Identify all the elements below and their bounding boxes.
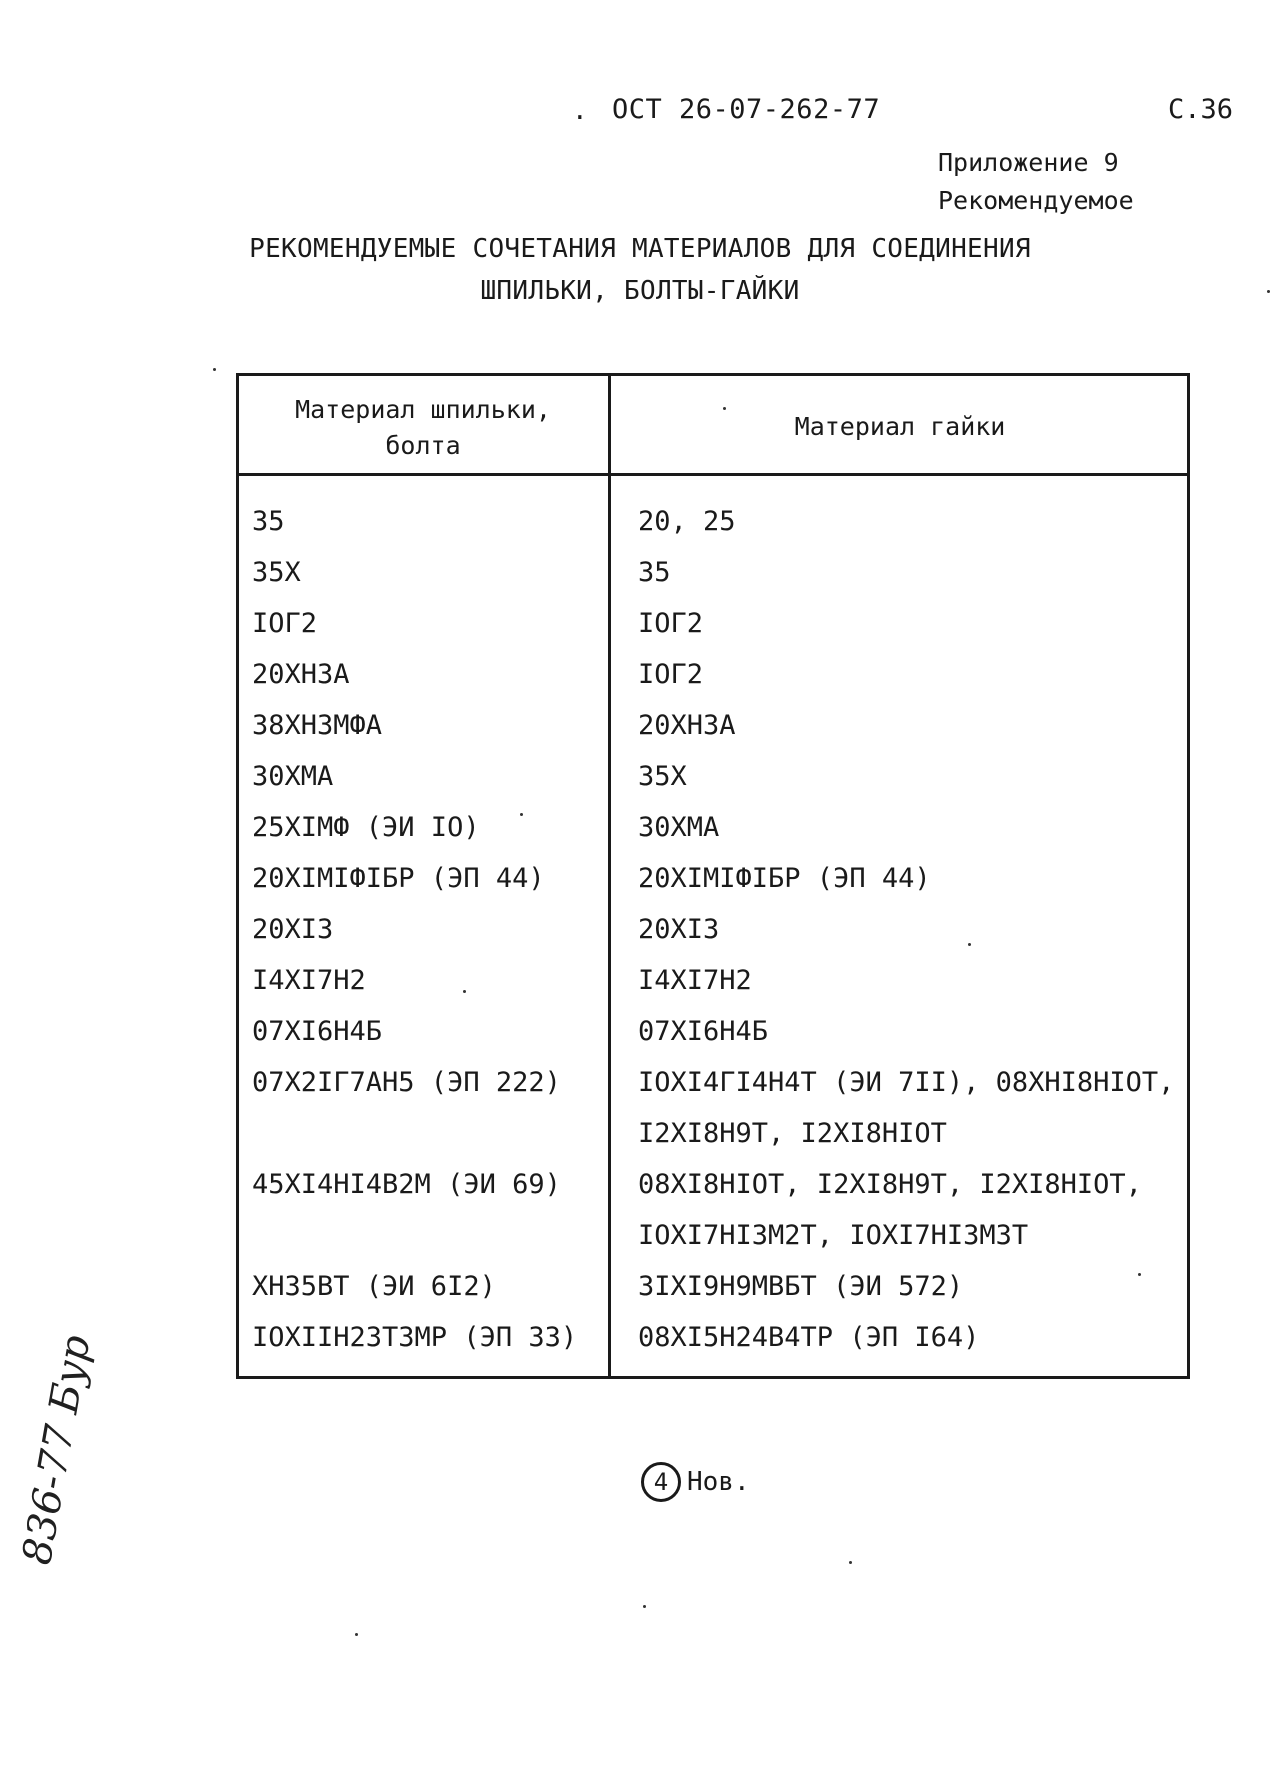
table-row (236, 1061, 1190, 1112)
bolt-material-cell: 35X (252, 557, 301, 588)
column-header-bolt-line-1: Материал шпильки, (295, 395, 551, 424)
scan-speck (849, 1561, 852, 1564)
nut-material-cell: 20ХIМIФIБР (ЭП 44) (638, 863, 931, 894)
bolt-material-cell: 30ХМА (252, 761, 334, 792)
column-header-bolt (240, 392, 606, 464)
table-row (236, 1214, 1190, 1265)
scan-speck (1267, 290, 1270, 293)
title-line-2: ШПИЛЬКИ, БОЛТЫ-ГАЙКИ (480, 276, 800, 306)
column-header-bolt-line-2: болта (385, 431, 461, 460)
header-dot: . (572, 96, 588, 126)
appendix-label: Приложение 9 (938, 148, 1119, 177)
table-row (236, 551, 1190, 602)
bolt-material-cell: IОХIIН23Т3МР (ЭП 33) (252, 1322, 578, 1353)
handwritten-signature-note: 836-77 Бур (14, 1331, 100, 1568)
bolt-material-cell: 07ХI6Н4Б (252, 1016, 383, 1047)
table-row (236, 908, 1190, 959)
bolt-material-cell: IОГ2 (252, 608, 318, 639)
scan-speck (1138, 1273, 1141, 1276)
table-header-divider (236, 473, 1190, 476)
bolt-material-cell: ХН35ВТ (ЭИ 6I2) (252, 1271, 496, 1302)
nut-material-cell: IОГ2 (638, 659, 704, 690)
nut-material-cell: 3IХI9Н9МВБТ (ЭИ 572) (638, 1271, 964, 1302)
table-row (236, 959, 1190, 1010)
table-row (236, 1316, 1190, 1367)
bolt-material-cell: 25ХIМФ (ЭИ IО) (252, 812, 480, 843)
bolt-material-cell: 20ХН3А (252, 659, 350, 690)
table-row (236, 857, 1190, 908)
table-row (236, 1163, 1190, 1214)
nut-material-cell: IОГ2 (638, 608, 704, 639)
column-header-nut: Материал гайки (794, 412, 1006, 441)
nut-material-cell: IОХI7НI3М2Т, IОХI7НI3М3Т (638, 1220, 1029, 1251)
nut-material-cell: 35Х (638, 761, 687, 792)
nut-material-cell: 30ХМА (638, 812, 720, 843)
scan-speck (213, 368, 216, 371)
scan-speck (643, 1605, 646, 1608)
nut-material-cell: 20ХI3 (638, 914, 720, 945)
document-code: ОСТ 26-07-262-77 (612, 94, 881, 125)
table-row (236, 1112, 1190, 1163)
page-number: С.36 (1168, 94, 1234, 125)
revision-label: Нов. (687, 1467, 750, 1497)
table-row (236, 1265, 1190, 1316)
revision-mark (641, 1462, 750, 1502)
scan-speck (968, 943, 971, 946)
table-row (236, 1010, 1190, 1061)
bolt-material-cell: 45ХI4НI4В2М (ЭИ 69) (252, 1169, 561, 1200)
nut-material-cell: 08ХI5Н24В4ТР (ЭП I64) (638, 1322, 980, 1353)
table-row (236, 806, 1190, 857)
nut-material-cell: 08ХI8НIОТ, I2ХI8Н9Т, I2ХI8НIОТ, (638, 1169, 1142, 1200)
table-row (236, 653, 1190, 704)
bolt-material-cell: I4ХI7Н2 (252, 965, 366, 996)
table-body (236, 500, 1190, 1367)
nut-material-cell: 20ХН3А (638, 710, 736, 741)
nut-material-cell: IОХI4ГI4Н4Т (ЭИ 7II), 08ХНI8НIОТ, (638, 1067, 1175, 1098)
appendix-status: Рекомендуемое (938, 186, 1134, 215)
scan-speck (520, 813, 523, 816)
nut-material-cell: I2ХI8Н9Т, I2ХI8НIОТ (638, 1118, 947, 1149)
scan-speck (723, 407, 726, 410)
table-row (236, 755, 1190, 806)
revision-number-circle: 4 (641, 1462, 681, 1502)
scan-speck (355, 1633, 358, 1636)
nut-material-cell: 07ХI6Н4Б (638, 1016, 769, 1047)
title-line-1: РЕКОМЕНДУЕМЫЕ СОЧЕТАНИЯ МАТЕРИАЛОВ ДЛЯ СОЕДИНЕНИЯ (249, 234, 1031, 264)
bolt-material-cell: 20ХI3 (252, 914, 334, 945)
bolt-material-cell: 38ХН3МФА (252, 710, 383, 741)
nut-material-cell: I4ХI7Н2 (638, 965, 752, 996)
table-row (236, 500, 1190, 551)
document-title (200, 228, 1080, 312)
bolt-material-cell: 07Х2IГ7АН5 (ЭП 222) (252, 1067, 561, 1098)
nut-material-cell: 20, 25 (638, 506, 736, 537)
bolt-material-cell: 35 (252, 506, 285, 537)
table-row (236, 704, 1190, 755)
table-row (236, 602, 1190, 653)
nut-material-cell: 35 (638, 557, 671, 588)
bolt-material-cell: 20ХIМIФIБР (ЭП 44) (252, 863, 545, 894)
appendix-block (938, 144, 1134, 220)
scan-speck (463, 990, 466, 993)
